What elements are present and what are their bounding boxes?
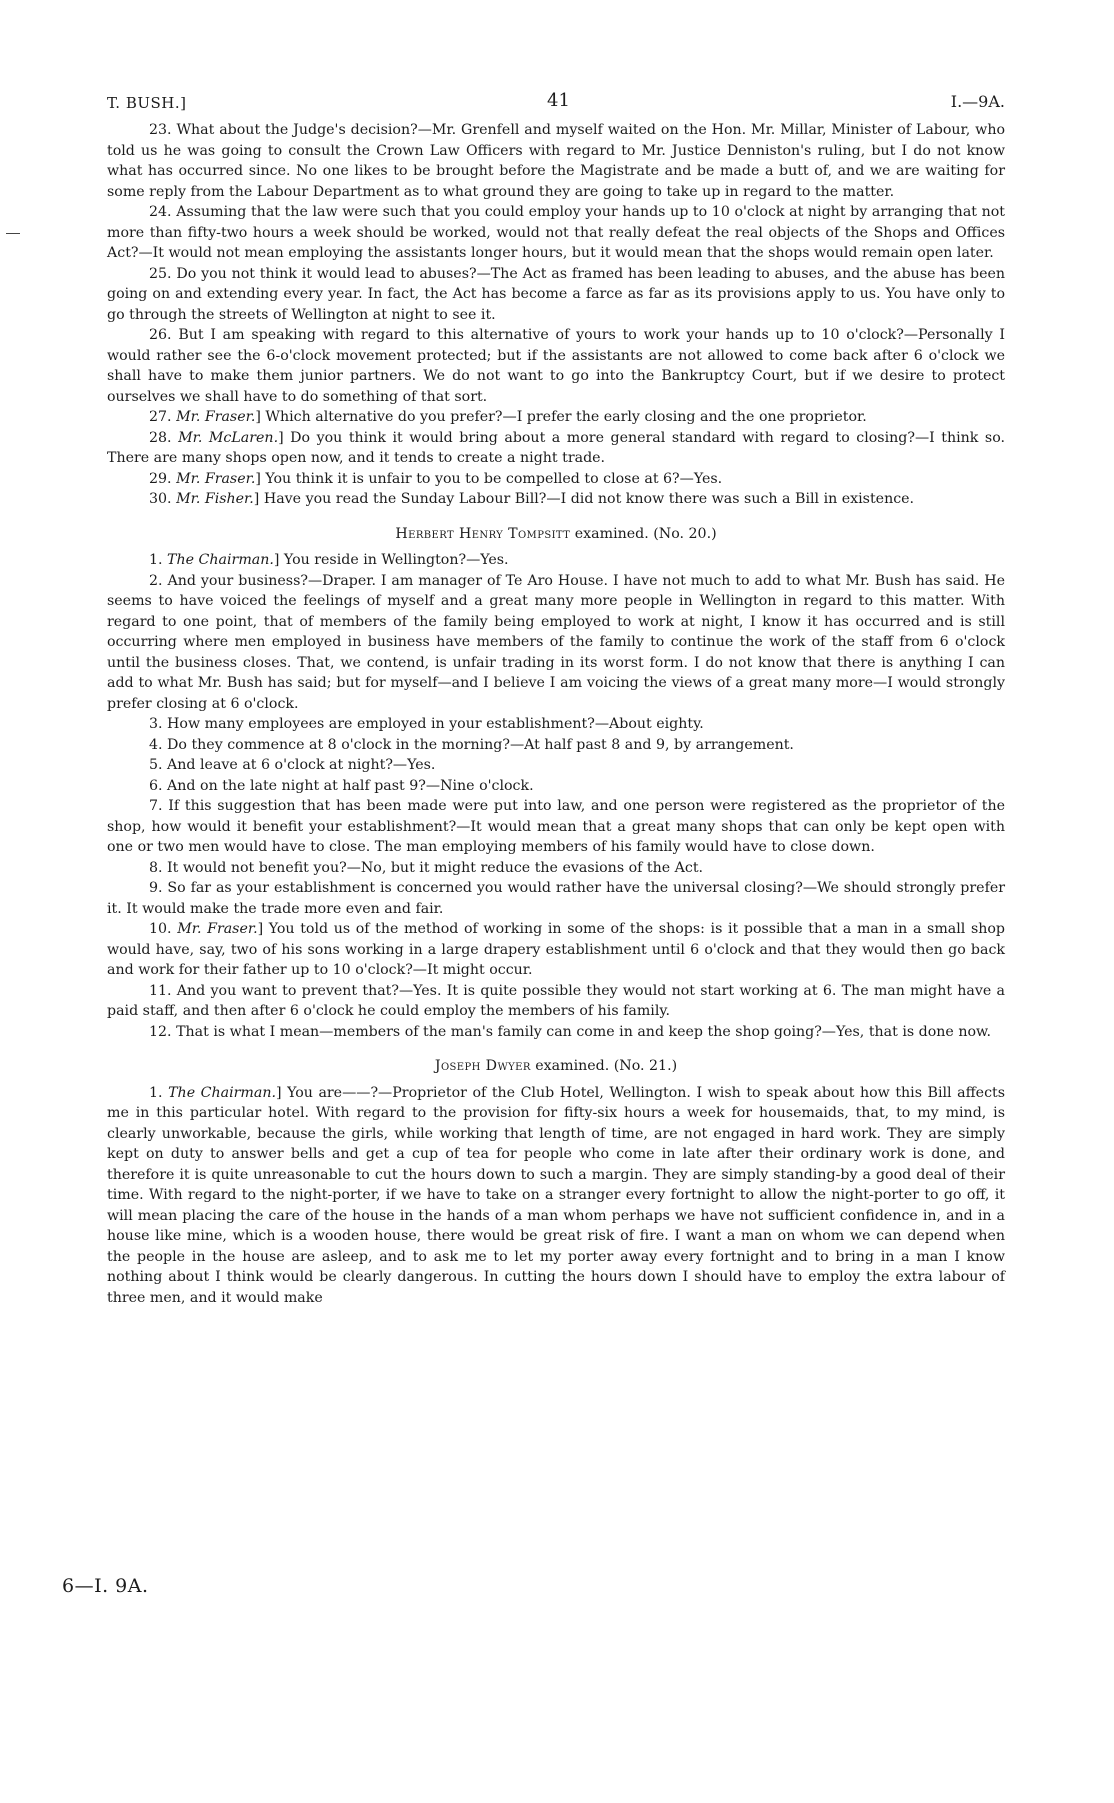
section-tompsitt [107,550,1005,1042]
paragraph: 30. Mr. Fisher.] Have you read the Sunday Labour Bill?—I did not know there was such a Bill in existence. [149,491,915,507]
page-header [107,88,1005,118]
paragraph: 27. Mr. Fraser.] Which alternative do you prefer?—I prefer the early closing and the one proprietor. [149,409,867,425]
paragraph: 28. Mr. McLaren.] Do you think it would bring about a more general standard with regard to closing?—I think so. There are many shops open now, and it tends to create a night trade. [107,429,1005,466]
paragraph: 29. Mr. Fraser.] You think it is unfair to you to be compelled to close at 6?—Yes. [149,470,723,487]
document-page [107,88,1005,1308]
paragraph: 25. Do you not think it would lead to abuses?—The Act as framed has been leading to abuses, and the abuse has been going on and extending every year. In fact, the Act has become a farce as far as its provisions apply to us. You have only to go through the streets of Wellington at night to see it. [107,265,1005,323]
speaker-name: Mr. McLaren. [178,429,279,446]
paragraph: 26. But I am speaking with regard to this alternative of yours to work your hands up to 10 o'clock?—Personally I would rather see the 6-o'clock movement protected; but if the assistants are not allowed to come back after 6 o'clock we shall have to make them junior partners. We do not want to go into the Bankruptcy Court, but if we desire to protect ourselves we shall have to do something of that sort. [107,327,1005,405]
paragraph: 9. So far as your establishment is concerned you would rather have the universal closing?—We should strongly prefer it. It would make the trade more even and fair. [107,880,1005,917]
paragraph: 1. The Chairman.] You are——?—Proprietor of the Club Hotel, Wellington. I wish to speak about how this Bill affects me in this particular hotel. With regard to the provision for fifty-six hours a week for housemaids, that, to my mind, is clearly unworkable, because the girls, while working that length of time, are not engaged in hard work. They are simply kept on duty to answer bells and get a cup of tea for people who come in late after their ordinary work is done, and therefore it is quite unreasonable to cut the hours down to such a margin. They are simply standing-by a good deal of their time. With regard to the night-porter, if we have to take on a stranger every fortnight to allow the night-porter to go off, it will mean placing the care of the house in the hands of a man whom perhaps we have not sufficient confidence in, and in a house like mine, which is a wooden house, there would be great risk of fire. I want a man on whom we can depend when the people in the house are asleep, and to ask me to let my porter away every fortnight and to bring in a man I know nothing about I think would be clearly dangerous. In cutting the hours down I should have to employ the extra labour of three men, and it would make [107,1084,1005,1306]
witness-heading-dwyer [107,1056,1005,1077]
paragraph: 3. How many employees are employed in your establishment?—About eighty. [149,716,704,732]
paper-reference: I.—9A. [950,92,1005,111]
paragraph: 4. Do they commence at 8 o'clock in the morning?—At half past 8 and 9, by arrangement. [149,736,794,753]
paragraph: 11. And you want to prevent that?—Yes. It is quite possible they would not start working at 6. The man might have a paid staff, and then after 6 o'clock he could employ the members of his family. [107,982,1005,1019]
speaker-name: The Chairman. [168,1084,276,1101]
paragraph: 12. That is what I mean—members of the man's family can come in and keep the shop going?—Yes, that is done now. [149,1023,991,1040]
section-bush-continued [107,120,1005,510]
speaker-name: The Chairman. [167,552,274,568]
header-witness-name: T. BUSH.] [107,94,187,112]
paragraph: 7. If this suggestion that has been made were put into law, and one person were registered as the proprietor of the shop, how would it benefit your establishment?—It would mean that a great many shops that can only be kept open with one or two men would have to close. The man employing members of his family would have to close down. [107,798,1005,855]
witness-name: Joseph Dwyer [434,1058,531,1074]
margin-mark [6,233,20,234]
paragraph: 6. And on the late night at half past 9?—Nine o'clock. [149,777,534,794]
section-dwyer [107,1083,1005,1309]
witness-heading-suffix: examined. (No. 20.) [570,525,717,542]
page-number: 41 [547,90,570,111]
witness-heading-suffix: examined. (No. 21.) [530,1058,678,1074]
paragraph: 5. And leave at 6 o'clock at night?—Yes. [149,757,436,773]
paragraph: 8. It would not benefit you?—No, but it might reduce the evasions of the Act. [149,859,704,876]
paragraph: 23. What about the Judge's decision?—Mr. Grenfell and myself waited on the Hon. Mr. Millar, Minister of Labour, who told us he was going to consult the Crown Law Officers with regard to Mr. Justice Denniston's ruling, but I do not know what has occurred since. No one likes to be brought before the Magistrate and be made a butt of, and we are waiting for some reply from the Labour Department as to what ground they are going to take up in regard to the matter. [107,122,1005,200]
witness-heading-tompsitt [107,524,1005,545]
paragraph: 24. Assuming that the law were such that you could employ your hands up to 10 o'clock at night by arranging that not more than fifty-two hours a week should be worked, would not that really defeat the real objects of the Shops and Offices Act?—It would not mean employing the assistants longer hours, but it would mean that the shops would remain open later. [107,204,1005,261]
paragraph: 10. Mr. Fraser.] You told us of the method of working in some of the shops: is it possible that a man in a small shop would have, say, two of his sons working in a large drapery establishment until 6 o'clock and that they would then go back and work for their father up to 10 o'clock?—It might occur. [107,921,1005,978]
paragraph: 1. The Chairman.] You reside in Wellington?—Yes. [149,552,509,568]
speaker-name: Mr. Fraser. [176,409,256,425]
signature-mark: 6—I. 9A. [62,1575,149,1597]
speaker-name: Mr. Fraser. [176,470,256,487]
paragraph: 2. And your business?—Draper. I am manager of Te Aro House. I have not much to add to what Mr. Bush has said. He seems to have voiced the feelings of myself and a great many more people in Wellington in regard to this matter. With regard to one point, that of members of the family being employed to work at night, I know it has occurred and is still occurring where men employed in business have members of the family to continue the work of the staff from 6 o'clock until the business closes. That, we contend, is unfair trading in its worst form. I do not know that there is anything I can add to what Mr. Bush has said; but for myself—and I believe I am voicing the views of a great many more—I would strongly prefer closing at 6 o'clock. [107,572,1005,712]
speaker-name: Mr. Fraser. [177,921,258,937]
speaker-name: Mr. Fisher. [176,491,254,507]
witness-name: Herbert Henry Tompsitt [395,525,571,542]
